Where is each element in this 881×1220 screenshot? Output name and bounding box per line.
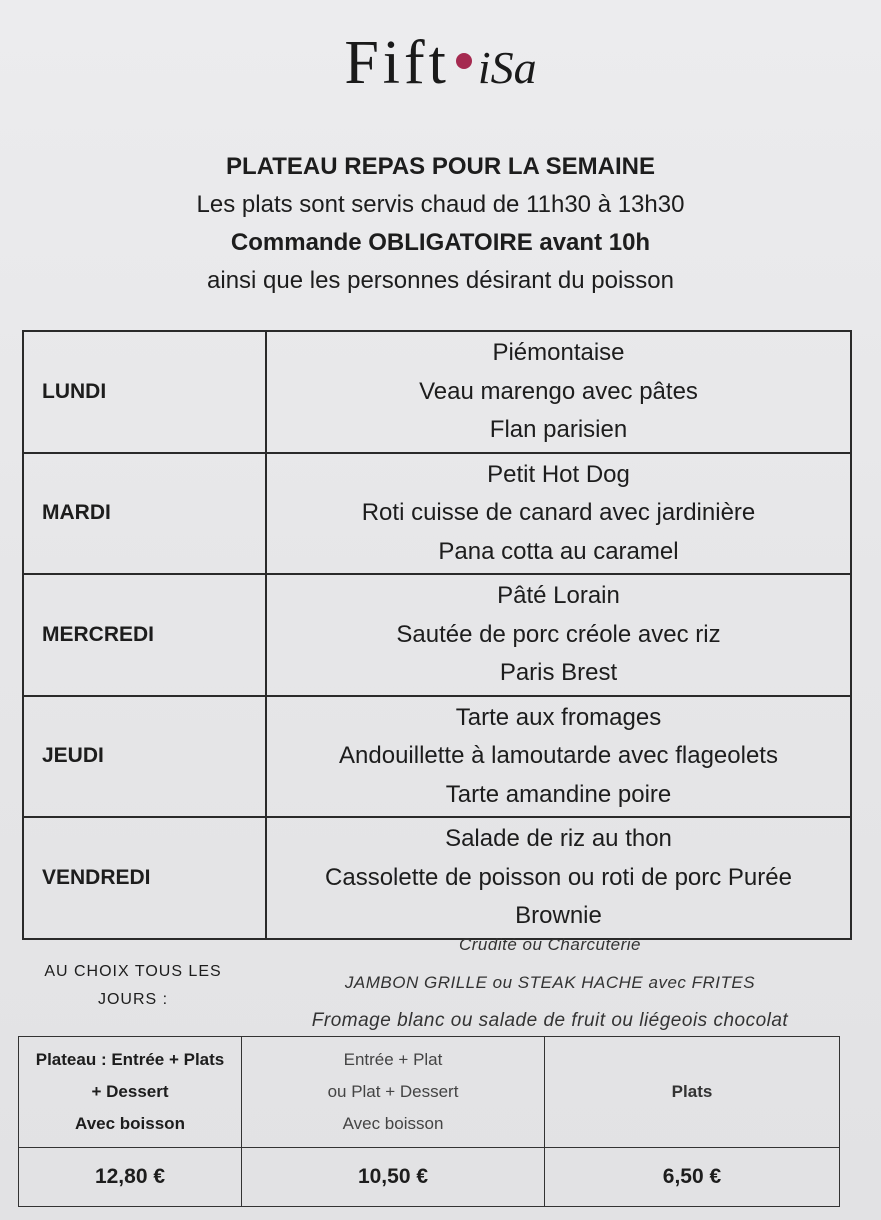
- dish: Petit Hot Dog: [487, 460, 630, 488]
- formula-main-only-line1: Plats: [671, 1082, 713, 1101]
- dish: Tarte aux fromages: [455, 703, 662, 731]
- formula-two-course-line1: Entrée + Plat: [343, 1050, 443, 1069]
- day-dishes: [266, 574, 851, 696]
- dish: Sautée de porc créole avec riz: [396, 620, 721, 648]
- choice-main: JAMBON GRILLE ou STEAK HACHE avec FRITES: [344, 973, 756, 992]
- daily-choice-label: [28, 958, 238, 1014]
- formula-full-line2: + Dessert: [91, 1082, 169, 1101]
- daily-choice-items: [250, 926, 850, 1040]
- logo-text-isa: iSa: [477, 42, 537, 93]
- header-service-hours: Les plats sont servis chaud de 11h30 à 13h30: [196, 191, 685, 218]
- dish: Piémontaise: [492, 339, 625, 366]
- formula-full: [19, 1037, 242, 1148]
- price-full: 12,80 €: [19, 1148, 242, 1207]
- choice-starter: Crudité ou Charcuterie: [458, 935, 642, 954]
- day-dishes: [266, 696, 851, 818]
- daily-choice-label-line1: AU CHOIX TOUS LES: [44, 963, 222, 980]
- table-row: [23, 331, 851, 453]
- header-title: PLATEAU REPAS POUR LA SEMAINE: [226, 153, 655, 180]
- table-row: [19, 1148, 840, 1207]
- dish: Roti cuisse de canard avec jardinière: [361, 499, 756, 526]
- dish: Paris Brest: [499, 659, 618, 686]
- dish: Pana cotta au caramel: [438, 537, 679, 565]
- dish: Salade de riz au thon: [445, 825, 672, 852]
- formula-full-line1: Plateau : Entrée + Plats: [35, 1050, 225, 1069]
- weekly-menu-table: [22, 330, 852, 940]
- table-row: [19, 1037, 840, 1148]
- header-fish-note: ainsi que les personnes désirant du poisson: [207, 267, 674, 294]
- table-row: [23, 817, 851, 939]
- menu-header: [0, 148, 881, 300]
- price-main-only: 6,50 €: [545, 1148, 840, 1207]
- day-dishes: [266, 817, 851, 939]
- formula-main-only: [545, 1037, 840, 1148]
- header-order-deadline: Commande OBLIGATOIRE avant 10h: [230, 229, 651, 256]
- table-row: [23, 453, 851, 575]
- dish: Andouillette à lamoutarde avec flageolets: [339, 742, 778, 769]
- dish: Veau marengo avec pâtes: [419, 377, 698, 405]
- formula-two-course-line2: ou Plat + Dessert: [327, 1082, 459, 1101]
- logo-text-fift: Fift: [344, 29, 450, 97]
- day-label: LUNDI: [23, 331, 266, 453]
- price-two-course: 10,50 €: [242, 1148, 545, 1207]
- restaurant-logo: [0, 28, 881, 99]
- formula-two-course: [242, 1037, 545, 1148]
- day-label: MERCREDI: [23, 574, 266, 696]
- dish: Tarte amandine poire: [445, 780, 672, 808]
- price-table: [18, 1036, 840, 1207]
- day-label: JEUDI: [23, 696, 266, 818]
- dish: Cassolette de poisson ou roti de porc Purée: [325, 863, 792, 891]
- day-dishes: [266, 331, 851, 453]
- formula-full-line3: Avec boisson: [75, 1114, 185, 1133]
- day-label: VENDREDI: [23, 817, 266, 939]
- daily-choice-label-line2: JOURS :: [97, 991, 169, 1008]
- choice-dessert: Fromage blanc ou salade de fruit ou liégeois chocolat: [311, 1010, 789, 1031]
- table-row: [23, 696, 851, 818]
- table-row: [23, 574, 851, 696]
- day-label: MARDI: [23, 453, 266, 575]
- dish: Brownie: [515, 902, 602, 929]
- logo-dot-icon: [456, 53, 472, 69]
- dish: Flan parisien: [489, 416, 628, 443]
- formula-two-course-line3: Avec boisson: [342, 1114, 444, 1133]
- day-dishes: [266, 453, 851, 575]
- dish: Pâté Lorain: [497, 582, 620, 609]
